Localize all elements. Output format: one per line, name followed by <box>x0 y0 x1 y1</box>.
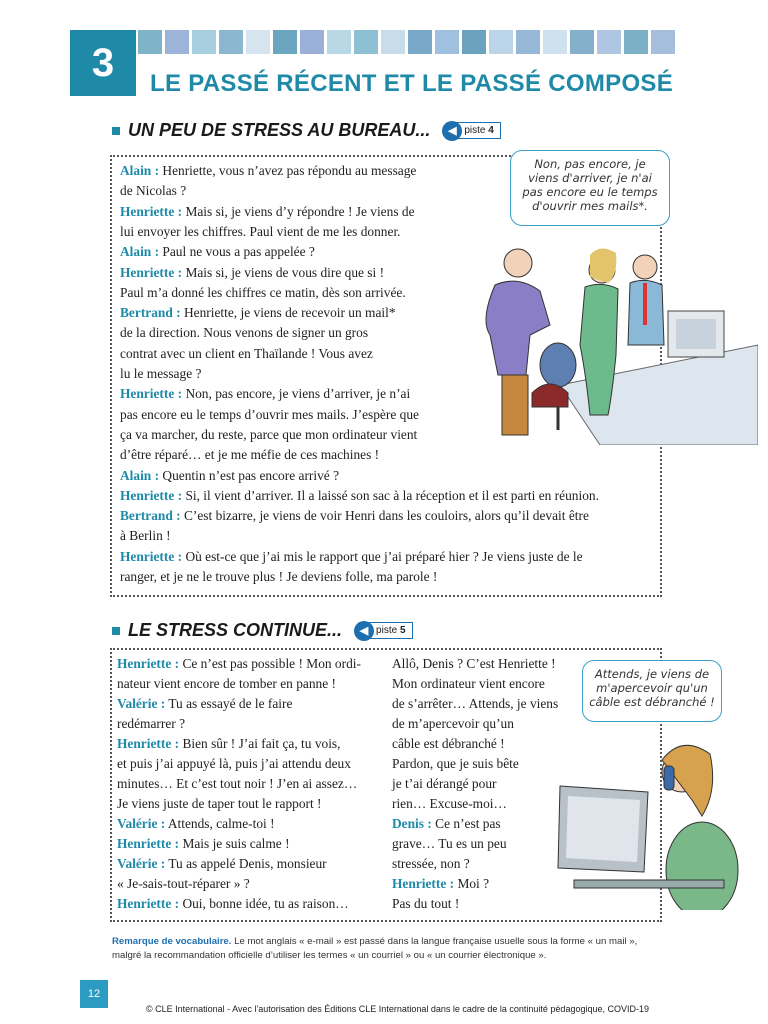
stripe-square <box>138 30 162 54</box>
dialogue-line <box>120 305 396 321</box>
audio-track-button[interactable] <box>354 621 412 641</box>
dialogue-line <box>120 508 589 524</box>
section1-title: UN PEU DE STRESS AU BUREAU... <box>128 120 431 140</box>
section-heading-2 <box>112 620 413 641</box>
dialogue-text: Tu as essayé de le faire <box>165 696 293 711</box>
dialogue-text: ranger, et je ne le trouve plus ! Je deviens folle, ma parole ! <box>120 569 438 584</box>
dialogue-text: Je viens juste de taper tout le rapport ! <box>117 796 322 811</box>
dialogue-text: redémarrer ? <box>117 716 186 731</box>
dialogue-line <box>117 736 341 752</box>
speaker-name: Henriette : <box>120 487 183 503</box>
dialogue-text: Mon ordinateur vient encore <box>392 676 545 691</box>
stripe-square <box>570 30 594 54</box>
section-heading-1 <box>112 120 501 141</box>
dialogue-line <box>120 427 417 443</box>
dialogue-text: Pardon, que je suis bête <box>392 756 519 771</box>
dialogue-line <box>120 447 379 463</box>
square-bullet-icon <box>112 127 120 135</box>
chapter-number: 3 <box>70 30 136 96</box>
speaker-name: Henriette : <box>120 203 183 219</box>
stripe-square <box>165 30 189 54</box>
stripe-square <box>354 30 378 54</box>
dialogue-text: stressée, non ? <box>392 856 470 871</box>
stripe-square <box>543 30 567 54</box>
dialogue-text: de Nicolas ? <box>120 183 187 199</box>
dialogue-line <box>392 696 558 712</box>
square-bullet-icon <box>112 627 120 635</box>
dialogue-line <box>117 856 327 872</box>
dialogue-text: contrat avec un client en Thaïlande ! Vous avez <box>120 345 373 361</box>
dialogue-text: Mais si, je viens d’y répondre ! Je viens de <box>182 203 415 219</box>
audio-track-label: piste 5 <box>368 622 412 639</box>
speaker-name: Valérie : <box>117 696 166 711</box>
dialogue-text: nateur vient encore de tomber en panne ! <box>117 676 336 691</box>
dialogue-text: grave… Tu es un peu <box>392 836 507 851</box>
dialogue-text: Paul m’a donné les chiffres ce matin, dès son arrivée. <box>120 284 406 300</box>
speaker-name: Henriette : <box>120 386 183 402</box>
dialogue-line <box>117 816 275 832</box>
speech-bubble-1: Non, pas encore, je viens d'arriver, je n'ai pas encore eu le temps d'ouvrir mes mails*. <box>510 150 670 226</box>
dialogue-text: Mais je suis calme ! <box>179 836 290 851</box>
audio-speaker-icon: ◀︎ <box>354 621 374 641</box>
dialogue-text: de m’apercevoir qu’un <box>392 716 514 731</box>
phone-illustration <box>552 720 742 910</box>
dialogue-text: ça va marcher, du reste, parce que mon ordinateur vient <box>120 426 418 442</box>
dialogue-line <box>120 346 373 362</box>
dialogue-text: câble est débranché ! <box>392 736 505 751</box>
dialogue-line <box>120 549 583 565</box>
stripe-square <box>381 30 405 54</box>
dialogue-line <box>117 776 357 792</box>
dialogue-text: rien… Excuse-moi… <box>392 796 507 811</box>
speaker-name: Valérie : <box>117 856 166 871</box>
speaker-name: Alain : <box>120 467 160 483</box>
stripe-square <box>462 30 486 54</box>
speaker-name: Bertrand : <box>120 305 181 321</box>
dialogue-line <box>120 366 201 382</box>
dialogue-text: pas encore eu le temps d’ouvrir mes mails. J’espère que <box>120 406 419 422</box>
speaker-name: Alain : <box>120 244 160 260</box>
stripe-square <box>192 30 216 54</box>
stripe-square <box>219 30 243 54</box>
dialogue-text: Où est-ce que j’ai mis le rapport que j’ai préparé hier ? Je viens juste de le <box>182 548 583 564</box>
dialogue-line <box>392 756 519 772</box>
office-illustration <box>440 225 758 445</box>
stripe-square <box>624 30 648 54</box>
dialogue-line <box>392 796 507 812</box>
dialogue-text: Ce n’est pas <box>431 816 501 831</box>
vocabulary-note: Remarque de vocabulaire. Le mot anglais « e-mail » est passé dans la langue française usuelle sous la forme « un mail », malgré la recommandation officielle d’utiliser les termes « un courriel » ou « un courrier électronique ». <box>112 936 638 961</box>
dialogue-line <box>117 696 292 712</box>
speaker-name: Henriette : <box>392 876 455 891</box>
stripe-square <box>273 30 297 54</box>
dialogue-line <box>120 244 315 260</box>
dialogue-line <box>120 528 171 544</box>
dialogue-line <box>120 569 437 585</box>
audio-speaker-icon: ◀︎ <box>442 121 462 141</box>
dialogue-text: Si, il vient d’arriver. Il a laissé son sac à la réception et il est parti en réunion. <box>182 487 599 503</box>
dialogue-line <box>120 407 419 423</box>
speaker-name: Bertrand : <box>120 508 181 524</box>
dialogue-line <box>120 325 368 341</box>
dialogue-text: Henriette, je viens de recevoir un mail* <box>180 305 396 321</box>
dialogue-line <box>117 756 351 772</box>
dialogue-line <box>117 876 250 892</box>
dialogue-text: « Je-sais-tout-réparer » ? <box>117 876 250 891</box>
dialogue-text: lu le message ? <box>120 366 202 381</box>
dialogue-text: Henriette, vous n’avez pas répondu au message <box>159 163 417 178</box>
dialogue-text: Attends, calme-toi ! <box>165 816 275 831</box>
dialogue-line <box>120 285 406 301</box>
dialogue-text: Quentin n’est pas encore arrivé ? <box>159 467 340 483</box>
speaker-name: Henriette : <box>120 264 183 280</box>
dialogue-line <box>120 488 599 504</box>
dialogue-line <box>120 386 410 402</box>
page-number: 12 <box>80 980 108 1008</box>
dialogue-line <box>120 204 415 220</box>
color-stripe <box>138 30 675 54</box>
dialogue-text: Paul ne vous a pas appelée ? <box>159 244 315 260</box>
dialogue-line <box>392 716 514 732</box>
speaker-name: Denis : <box>392 816 432 831</box>
dialogue-text: Non, pas encore, je viens d’arriver, je n’ai <box>182 386 411 402</box>
speaker-name: Henriette : <box>117 736 180 751</box>
dialogue-text: Oui, bonne idée, tu as raison… <box>179 896 349 911</box>
dialogue-line <box>392 856 470 872</box>
stripe-square <box>516 30 540 54</box>
dialogue-line <box>392 876 489 892</box>
dialogue-text: C’est bizarre, je viens de voir Henri dans les couloirs, alors qu’il devait être <box>180 508 589 524</box>
dialogue-line <box>117 796 322 812</box>
dialogue-line <box>117 676 336 692</box>
dialogue-text: je t’ai dérangé pour <box>392 776 497 791</box>
copyright-footer: © CLE International - Avec l'autorisation des Éditions CLE International dans le cadre de la continuité pédagogique, COVID-19 <box>146 1004 649 1014</box>
stripe-square <box>651 30 675 54</box>
dialogue-text: de la direction. Nous venons de signer un gros <box>120 325 369 341</box>
audio-track-label: piste 4 <box>456 122 500 139</box>
stripe-square <box>327 30 351 54</box>
speaker-name: Henriette : <box>117 656 180 671</box>
dialogue-line <box>120 163 416 179</box>
dialogue-line <box>117 836 290 852</box>
dialogue-text: et puis j’ai appuyé là, puis j’ai attendu deux <box>117 756 351 771</box>
dialogue-text: Ce n’est pas possible ! Mon ordi- <box>179 656 361 671</box>
dialogue-text: Bien sûr ! J’ai fait ça, tu vois, <box>179 736 341 751</box>
audio-track-button[interactable] <box>442 121 500 141</box>
dialogue-text: Pas du tout ! <box>392 896 460 911</box>
stripe-square <box>246 30 270 54</box>
dialogue-line <box>392 836 507 852</box>
speaker-name: Alain : <box>120 163 160 178</box>
dialogue-line <box>392 896 459 912</box>
dialogue-line <box>392 736 505 752</box>
dialogue-line <box>392 676 545 692</box>
dialogue-line <box>392 816 501 832</box>
dialogue-line <box>117 656 361 672</box>
dialogue-line <box>117 896 349 912</box>
dialogue-text: de s’arrêter… Attends, je viens <box>392 696 559 711</box>
dialogue-line <box>120 265 384 281</box>
dialogue-text: Mais si, je viens de vous dire que si ! <box>182 264 385 280</box>
dialogue-text: Moi ? <box>454 876 490 891</box>
stripe-square <box>489 30 513 54</box>
stripe-square <box>597 30 621 54</box>
stripe-square <box>435 30 459 54</box>
dialogue-text: à Berlin ! <box>120 528 171 544</box>
page-title: LE PASSÉ RÉCENT ET LE PASSÉ COMPOSÉ <box>150 70 674 97</box>
speech-bubble-2: Attends, je viens de m'apercevoir qu'un câble est débranché ! <box>582 660 722 722</box>
dialogue-line <box>392 776 496 792</box>
dialogue-text: Allô, Denis ? C’est Henriette ! <box>392 656 556 671</box>
dialogue-text: d’être réparé… et je me méfie de ces machines ! <box>120 447 380 463</box>
stripe-square <box>408 30 432 54</box>
stripe-square <box>300 30 324 54</box>
speaker-name: Henriette : <box>120 548 183 564</box>
dialogue-line <box>120 224 401 240</box>
dialogue-text: lui envoyer les chiffres. Paul vient de me les donner. <box>120 223 401 239</box>
dialogue-line <box>120 183 186 199</box>
dialogue-line <box>117 716 185 732</box>
dialogue-line <box>392 656 556 672</box>
dialogue-text: Tu as appelé Denis, monsieur <box>165 856 327 871</box>
speaker-name: Henriette : <box>117 896 180 911</box>
dialogue-text: minutes… Et c’est tout noir ! J’en ai assez… <box>117 776 358 791</box>
dialogue-line <box>120 468 339 484</box>
speaker-name: Valérie : <box>117 816 166 831</box>
section2-title: LE STRESS CONTINUE... <box>128 620 343 640</box>
speaker-name: Henriette : <box>117 836 180 851</box>
